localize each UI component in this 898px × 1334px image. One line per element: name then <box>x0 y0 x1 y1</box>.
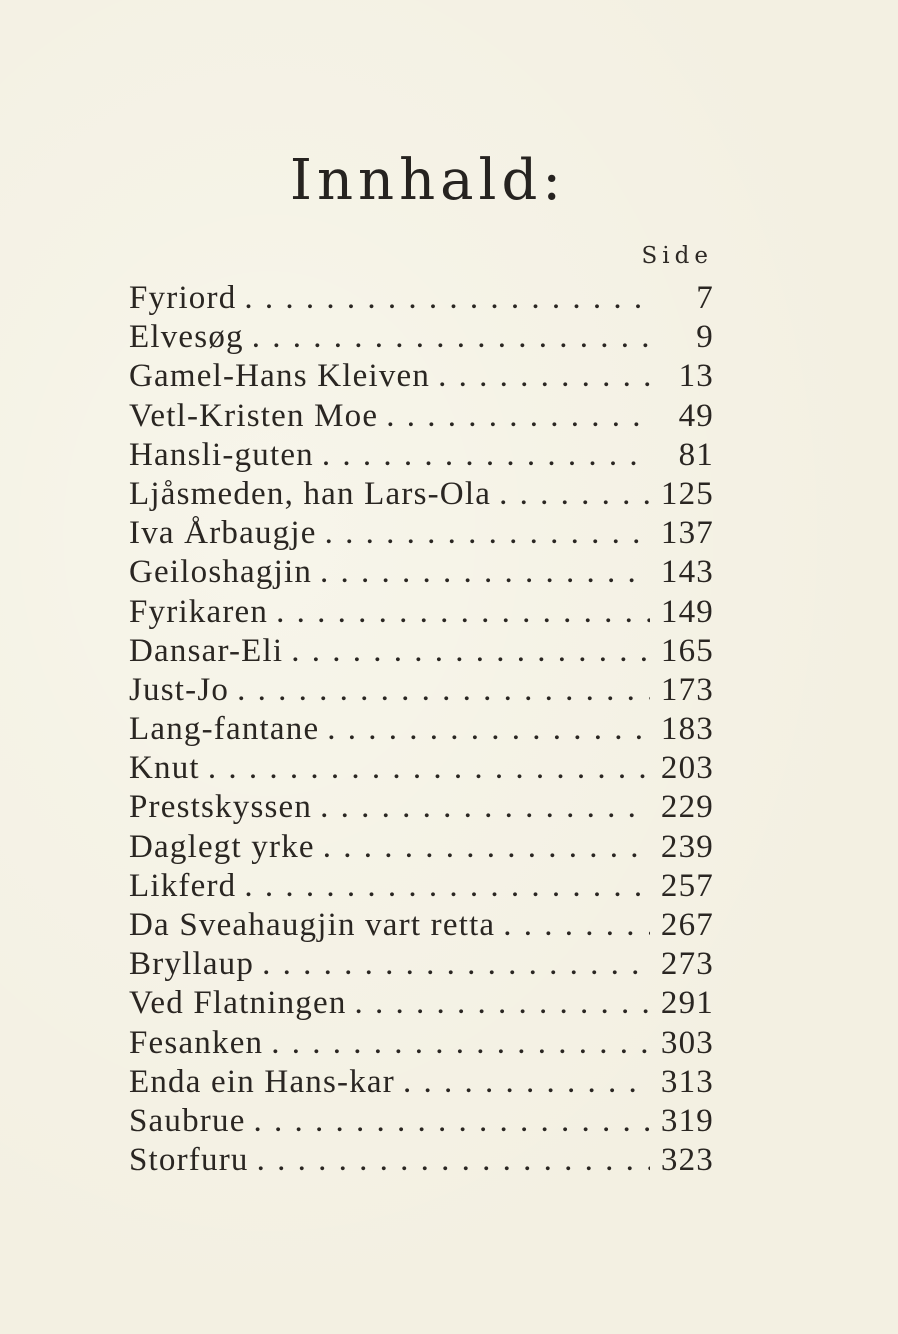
toc-entry <box>129 437 714 476</box>
page-title: Innhald: <box>289 148 567 213</box>
dot-leader <box>386 398 650 435</box>
dot-leader <box>323 829 650 866</box>
toc-entry <box>129 789 714 828</box>
dot-leader <box>257 1142 650 1179</box>
dot-leader <box>322 437 650 474</box>
dot-leader <box>403 1064 650 1101</box>
page-column-label: Side <box>641 243 713 269</box>
toc-entry-page-number: 125 <box>660 475 714 512</box>
toc-entry-page-number: 257 <box>660 867 714 904</box>
toc-entry <box>129 358 714 397</box>
dot-leader <box>254 1103 650 1140</box>
toc-entry-title: Lang-fantane <box>129 711 320 748</box>
toc-entry-title: Da Sveahaugjin vart retta <box>129 907 496 943</box>
toc-entry <box>129 985 714 1024</box>
toc-entry <box>129 829 714 868</box>
toc-entry <box>129 907 714 946</box>
toc-entry <box>129 319 714 358</box>
toc-entry-title: Ved Flatningen <box>129 985 347 1022</box>
toc-entry <box>129 750 714 789</box>
toc-entry-title: Elvesøg <box>129 319 244 356</box>
dot-leader <box>262 946 650 983</box>
toc-entry-title: Fyrikaren <box>129 593 269 630</box>
toc-entry <box>129 594 714 633</box>
toc-entry-title: Knut <box>129 750 200 787</box>
dot-leader <box>327 711 650 748</box>
toc-entry-title: Hansli-guten <box>129 436 314 473</box>
dot-leader <box>355 985 650 1022</box>
toc-entry-page-number: 183 <box>660 711 714 748</box>
dot-leader <box>320 554 650 591</box>
toc-entry <box>129 515 714 554</box>
toc-entry-page-number: 81 <box>678 436 714 473</box>
toc-entry-title: Geiloshagjin <box>129 554 313 591</box>
toc-entry <box>129 398 714 437</box>
toc-entry-page-number: 49 <box>678 397 714 434</box>
toc-entry-page-number: 313 <box>660 1063 714 1100</box>
dot-leader <box>499 476 650 513</box>
dot-leader <box>244 868 650 905</box>
toc-entry <box>129 280 714 319</box>
toc-entry <box>129 868 714 907</box>
toc-entry-title: Iva Årbaugje <box>129 515 317 552</box>
dot-leader <box>291 633 650 670</box>
toc-entry-title: Enda ein Hans-kar <box>129 1063 395 1100</box>
toc-entry <box>129 711 714 750</box>
toc-entry-title: Dansar-Eli <box>129 632 284 669</box>
toc-entry-page-number: 303 <box>660 1024 714 1061</box>
toc-entry-title: Prestskyssen <box>129 789 313 826</box>
toc-entry <box>129 946 714 985</box>
dot-leader <box>244 280 650 317</box>
toc-entry-page-number: 173 <box>660 671 714 708</box>
toc-entry <box>129 1064 714 1103</box>
toc-entry <box>129 476 714 515</box>
toc-entry-page-number: 291 <box>660 985 714 1022</box>
dot-leader <box>320 789 650 826</box>
toc-entry-page-number: 165 <box>660 632 714 669</box>
toc-entry-page-number: 267 <box>660 907 714 943</box>
toc-entry-page-number: 273 <box>660 946 714 983</box>
toc-entry-page-number: 229 <box>660 789 714 826</box>
toc-entry-title: Fesanken <box>129 1024 264 1061</box>
dot-leader <box>252 319 650 356</box>
toc-entry-page-number: 9 <box>696 319 714 356</box>
toc-entry-page-number: 13 <box>678 358 714 395</box>
toc-entry-title: Bryllaup <box>129 946 255 983</box>
dot-leader <box>438 358 650 395</box>
toc-entry-page-number: 239 <box>660 828 714 865</box>
dot-leader <box>503 907 650 944</box>
toc-entry <box>129 1103 714 1142</box>
toc-entry-page-number: 203 <box>660 750 714 787</box>
toc-entry-title: Just-Jo <box>129 671 230 708</box>
table-of-contents <box>129 280 714 1181</box>
dot-leader <box>276 594 650 631</box>
toc-entry-title: Likferd <box>129 867 237 904</box>
toc-entry-title: Storfuru <box>129 1142 249 1179</box>
toc-entry <box>129 1025 714 1064</box>
toc-entry <box>129 1142 714 1181</box>
toc-entry-page-number: 137 <box>660 515 714 552</box>
dot-leader <box>271 1025 650 1062</box>
toc-entry-page-number: 323 <box>660 1142 714 1179</box>
toc-entry-title: Fyriord <box>129 280 237 316</box>
dot-leader <box>237 672 650 709</box>
toc-entry-title: Daglegt yrke <box>129 828 315 865</box>
toc-entry-page-number: 149 <box>660 593 714 630</box>
toc-entry <box>129 672 714 711</box>
dot-leader <box>325 515 650 552</box>
toc-entry <box>129 633 714 672</box>
toc-entry-title: Gamel-Hans Kleiven <box>129 358 431 395</box>
toc-entry <box>129 554 714 593</box>
toc-entry-title: Vetl-Kristen Moe <box>129 397 379 434</box>
toc-entry-title: Ljåsmeden, han Lars-Ola <box>129 475 492 512</box>
toc-entry-page-number: 143 <box>660 554 714 591</box>
toc-entry-title: Saubrue <box>129 1102 246 1139</box>
toc-entry-page-number: 7 <box>696 280 714 316</box>
toc-entry-page-number: 319 <box>660 1102 714 1139</box>
dot-leader <box>208 750 650 787</box>
